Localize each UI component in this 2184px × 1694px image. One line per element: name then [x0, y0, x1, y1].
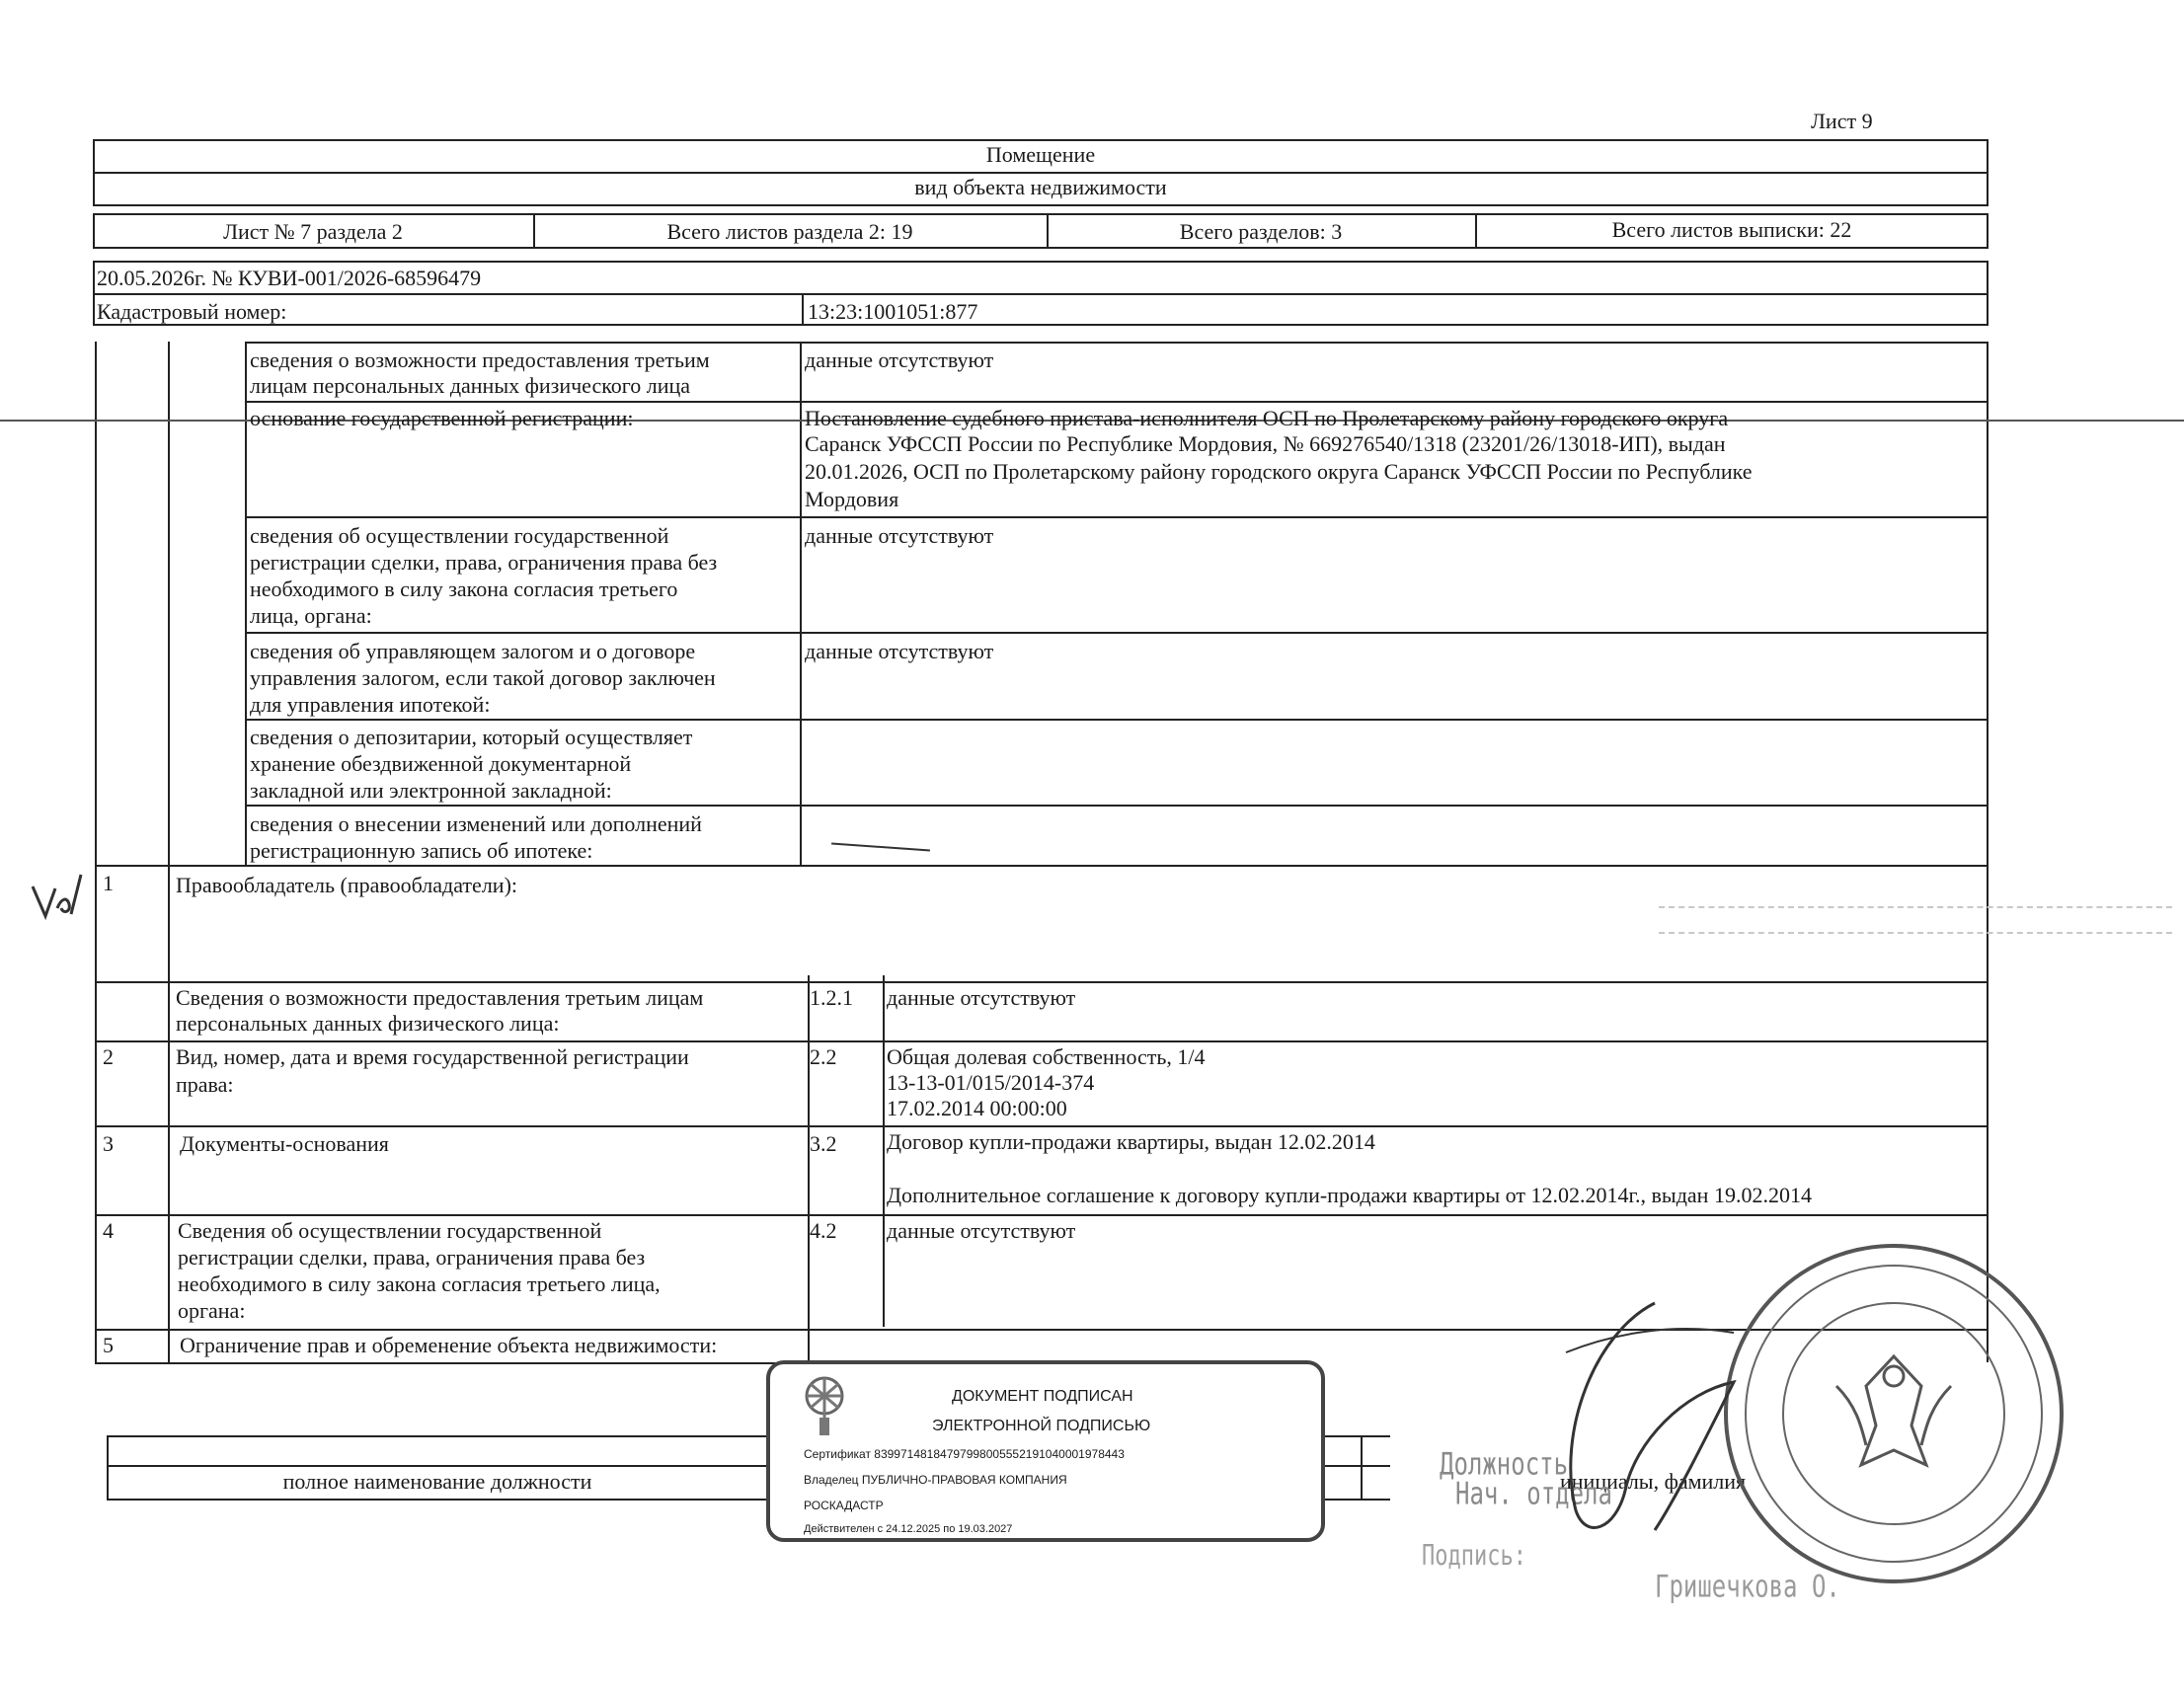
e-sign-certificate: Сертификат 83997148184797998005552191040001978443: [804, 1447, 1125, 1461]
outer-row-5-label-2: регистрации сделки, права, ограничения права без: [178, 1245, 646, 1270]
outer-row-3-value-1: Общая долевая собственность, 1/4: [887, 1044, 1206, 1069]
outer-row-2-label-2: персональных данных физического лица:: [176, 1011, 560, 1036]
inner-row-3-label-1: сведения об осуществлении государственной: [250, 523, 669, 548]
outer-row-3-value-2: 13-13-01/015/2014-374: [887, 1070, 1095, 1095]
inner-row-3-value: данные отсутствуют: [805, 523, 994, 548]
outer-row-4-value-1: Договор купли-продажи квартиры, выдан 12.02.2014: [887, 1129, 1375, 1154]
inner-row-5-label-1: сведения о депозитарии, который осуществляет: [250, 725, 693, 749]
inner-row-6-label-2: регистрационную запись об ипотеке:: [250, 838, 593, 863]
outer-row-4-num: 3: [103, 1131, 114, 1156]
e-sign-title-2: ЭЛЕКТРОННОЙ ПОДПИСЬЮ: [932, 1418, 1151, 1434]
outer-row-3-num: 2: [103, 1044, 114, 1069]
margin-initials-mark: [28, 869, 87, 928]
inner-row-2-label: основание государственной регистрации:: [250, 406, 634, 430]
outer-row-2-code: 1.2.1: [810, 985, 853, 1010]
extract-date-number: 20.05.2026г. № КУВИ-001/2026-68596479: [97, 266, 482, 290]
inner-row-2-value-4: Мордовия: [805, 487, 899, 511]
total-section-sheets: Всего листов раздела 2: 19: [666, 219, 913, 244]
initials-caption: инициалы, фамилия: [1560, 1469, 1747, 1494]
outer-row-1-num: 1: [103, 871, 114, 895]
inner-row-3-label-4: лица, органа:: [250, 603, 372, 628]
inner-row-3-label-3: необходимого в силу закона согласия третьего: [250, 577, 678, 601]
outer-row-3-value-3: 17.02.2014 00:00:00: [887, 1096, 1067, 1120]
inner-row-5-label-2: хранение обездвиженной документарной: [250, 751, 632, 776]
outer-row-3-code: 2.2: [810, 1044, 837, 1069]
inner-row-4-value: данные отсутствуют: [805, 639, 994, 663]
e-sign-owner-1: Владелец ПУБЛИЧНО-ПРАВОВАЯ КОМПАНИЯ: [804, 1473, 1067, 1487]
page-label: Лист 9: [1811, 109, 1873, 133]
cadastral-label: Кадастровый номер:: [97, 299, 287, 324]
inner-row-5-label-3: закладной или электронной закладной:: [250, 778, 612, 803]
handwritten-signature-icon: [1536, 1293, 1754, 1550]
emblem-icon: [796, 1374, 853, 1439]
inner-row-1-value: данные отсутствуют: [805, 347, 994, 372]
inner-row-1-label-2: лицам персональных данных физического лица: [250, 373, 691, 398]
position-value: Нач. отдела: [1455, 1475, 1612, 1512]
inner-row-4-label-1: сведения об управляющем залогом и о договоре: [250, 639, 696, 663]
inner-row-4-label-3: для управления ипотекой:: [250, 692, 491, 717]
inner-row-2-value-2: Саранск УФССП России по Республике Мордовия, № 669276540/1318 (23201/26/13018-ИП), выдан: [805, 431, 1726, 456]
outer-row-3-label-1: Вид, номер, дата и время государственной регистрации: [176, 1044, 689, 1069]
outer-row-5-num: 4: [103, 1218, 114, 1243]
object-type-value: Помещение: [985, 142, 1096, 167]
outer-row-6-num: 5: [103, 1333, 114, 1357]
outer-row-3-label-2: права:: [176, 1072, 234, 1097]
outer-row-2-label-1: Сведения о возможности предоставления третьим лицам: [176, 985, 704, 1010]
outer-row-1-label: Правообладатель (правообладатели):: [176, 873, 518, 897]
inner-row-3-label-2: регистрации сделки, права, ограничения права без: [250, 550, 718, 575]
outer-row-5-label-3: необходимого в силу закона согласия третьего лица,: [178, 1271, 661, 1296]
e-sign-valid: Действителен с 24.12.2025 по 19.03.2027: [804, 1523, 1013, 1535]
outer-row-5-code: 4.2: [810, 1218, 837, 1243]
outer-row-4-code: 3.2: [810, 1131, 837, 1156]
outer-row-4-label: Документы-основания: [180, 1131, 389, 1156]
outer-row-2-value: данные отсутствуют: [887, 985, 1076, 1010]
signer-name: Гришечкова О.: [1655, 1568, 1840, 1605]
cadastral-number: 13:23:1001051:877: [808, 299, 978, 324]
outer-row-6-label: Ограничение прав и обременение объекта недвижимости:: [180, 1333, 718, 1357]
inner-row-6-label-1: сведения о внесении изменений или дополнений: [250, 811, 702, 836]
position-stamp: Должность: [1440, 1445, 1569, 1483]
inner-row-2-value-3: 20.01.2026, ОСП по Пролетарскому району городского округа Саранск УФССП России по Республике: [805, 459, 1753, 484]
inner-row-2-value-1: Постановление судебного пристава-исполнителя ОСП по Пролетарскому району городского округа: [805, 406, 1729, 430]
official-seal-icon: [1718, 1238, 2069, 1589]
inner-row-1-label-1: сведения о возможности предоставления третьим: [250, 347, 710, 372]
inner-row-4-label-2: управления залогом, если такой договор заключен: [250, 665, 716, 690]
outer-row-5-label-1: Сведения об осуществлении государственной: [178, 1218, 602, 1243]
position-caption: полное наименование должности: [282, 1469, 592, 1494]
outer-row-4-value-3: Дополнительное соглашение к договору купли-продажи квартиры от 12.02.2014г., выдан 19.02.2014: [887, 1183, 1812, 1207]
total-sections: Всего разделов: 3: [1179, 219, 1343, 244]
sheet-section: Лист № 7 раздела 2: [223, 219, 403, 244]
outer-row-5-value: данные отсутствуют: [887, 1218, 1076, 1243]
signature-label: Подпись:: [1422, 1540, 1526, 1573]
object-type-caption: вид объекта недвижимости: [914, 175, 1167, 199]
outer-row-5-label-4: органа:: [178, 1298, 246, 1323]
e-sign-owner-2: РОСКАДАСТР: [804, 1499, 884, 1512]
e-sign-title-1: ДОКУМЕНТ ПОДПИСАН: [952, 1388, 1133, 1405]
total-extract-sheets: Всего листов выписки: 22: [1611, 217, 1852, 242]
